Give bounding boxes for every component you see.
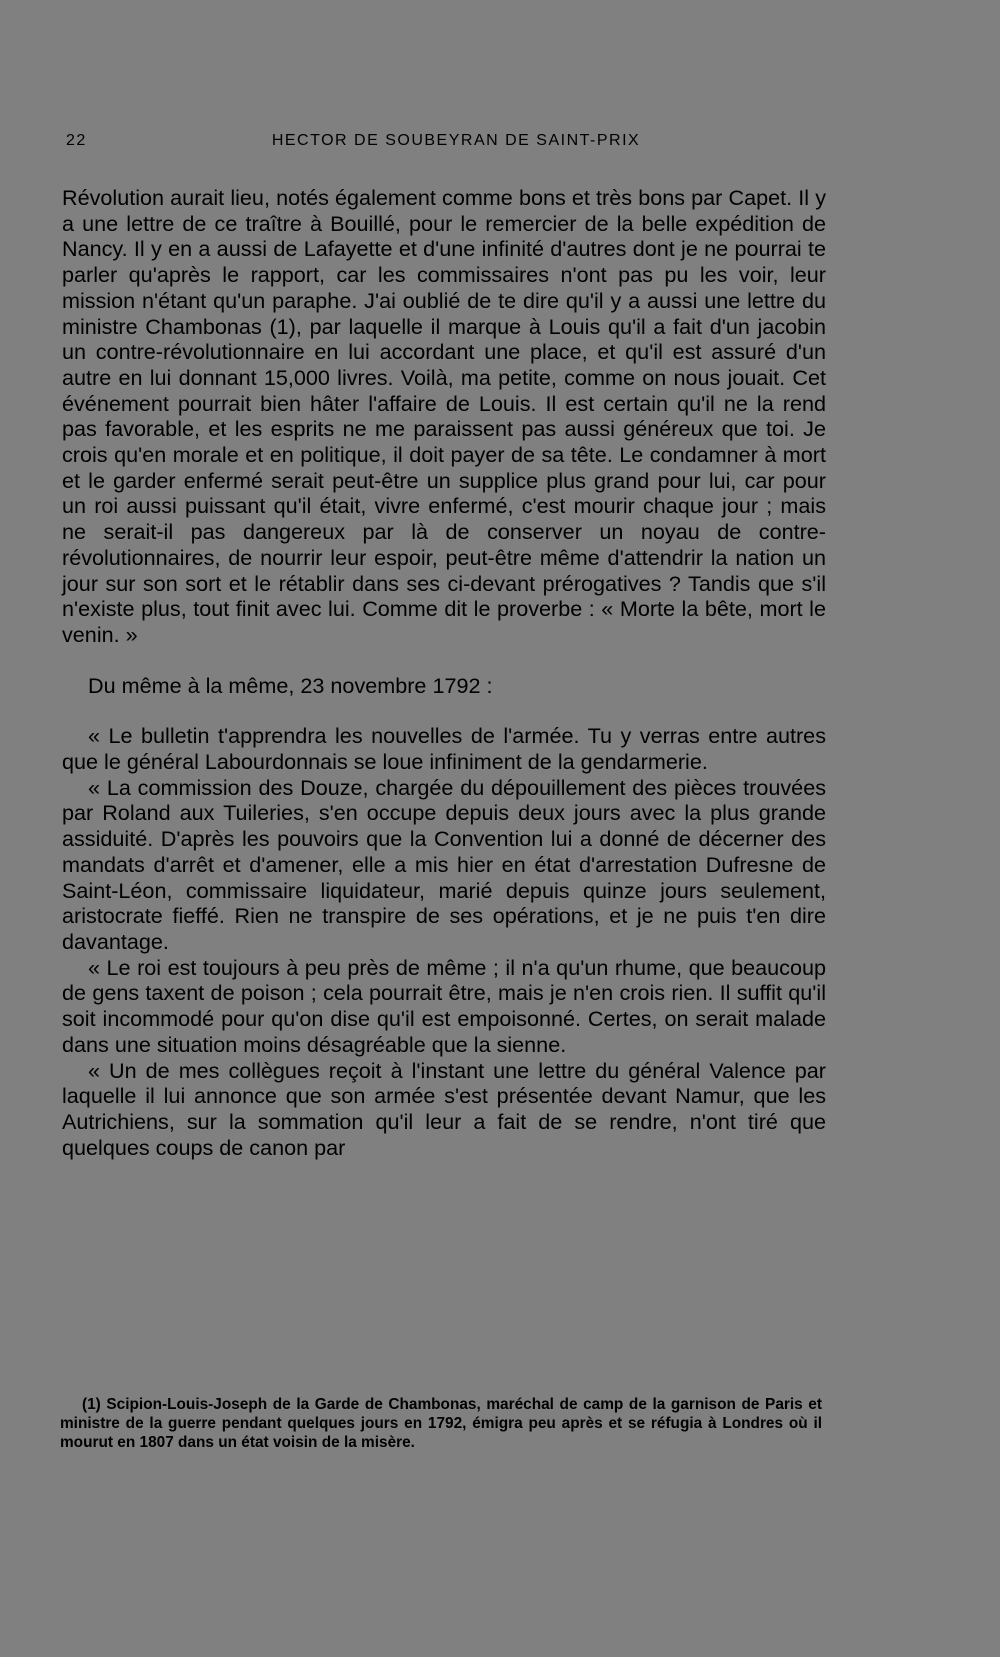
footnote: (1) Scipion-Louis-Joseph de la Garde de Chambonas, maréchal de camp de la garnison de Paris et ministre de la guerre pendant quelques jours en 1792, émigra peu après et se réfugia à Londres où il mourut en 1807 dans un état voisin de la misère. [60, 1396, 822, 1451]
paragraph: « Le bulletin t'apprendra les nouvelles de l'armée. Tu y verras entre autres que le général Labourdonnais se loue infiniment de la gendarmerie. [62, 723, 826, 775]
paragraph: « Le roi est toujours à peu près de même ; il n'a qu'un rhume, que beaucoup de gens taxent de poison ; cela pourrait être, mais je n'en crois rien. Il suffit qu'il soit incommodé pour qu'on dise qu'il est empoisonné. Certes, on serait malade dans une situation moins désagréable que la sienne. [62, 954, 826, 1057]
body-text [62, 185, 826, 1160]
letter-heading: Du même à la même, 23 novembre 1792 : [88, 672, 493, 698]
paragraph: « Un de mes collègues reçoit à l'instant une lettre du général Valence par laquelle il lui annonce que son armée s'est présentée devant Namur, que les Autrichiens, sur la sommation qu'il leur a fait de se rendre, n'ont tiré que quelques coups de canon par [62, 1057, 826, 1160]
page-number: 22 [66, 132, 87, 149]
footnotes [60, 1396, 822, 1452]
running-title: HECTOR DE SOUBEYRAN DE SAINT-PRIX [271, 132, 641, 149]
paragraph: « La commission des Douze, chargée du dépouillement des pièces trouvées par Roland aux Tuileries, s'en occupe depuis deux jours avec la plus grande assiduité. D'après les pouvoirs que la Convention lui a donné de décerner des mandats d'arrêt et d'amener, elle a mis hier en état d'arrestation Dufresne de Saint-Léon, commissaire liquidateur, marié depuis quinze jours seulement, aristocrate fieffé. Rien ne transpire de ses opérations, et je ne puis t'en dire davantage. [62, 774, 826, 954]
paragraph-continuation: Révolution aurait lieu, notés également comme bons et très bons par Capet. Il y a une lettre de ce traître à Bouillé, pour le remercier de la belle expédition de Nancy. Il y en a aussi de Lafayette et d'une infinité d'autres dont je ne pourrai te parler qu'après le rapport, car les commissaires n'ont pas pu les voir, leur mission n'étant qu'un paraphe. J'ai oublié de te dire qu'il y a aussi une lettre du ministre Chambonas (1), par laquelle il marque à Louis qu'il a fait d'un jacobin un contre-révolutionnaire en lui accordant une place, et qu'il est assuré d'un autre en lui donnant 15,000 livres. Voilà, ma petite, comme on nous jouait. Cet événement pourrait bien hâter l'affaire de Louis. Il est certain qu'il ne la rend pas favorable, et les esprits ne me paraissent pas aussi généreux que toi. Je crois qu'en morale et en politique, il doit payer de sa tête. Le condamner à mort et le garder enfermé serait peut-être un supplice plus grand pour lui, car pour un roi aussi puissant qu'il était, vivre enfermé, c'est mourir chaque jour ; mais ne serait-il pas dangereux par là de conserver un noyau de contre-révolutionnaires, de nourrir leur espoir, peut-être même d'attendrir la nation un jour sur son sort et le rétablir dans ses ci-devant prérogatives ? Tandis que s'il n'existe plus, tout finit avec lui. Comme dit le proverbe : « Morte la bête, mort le venin. » [62, 185, 826, 647]
running-head [62, 132, 830, 156]
